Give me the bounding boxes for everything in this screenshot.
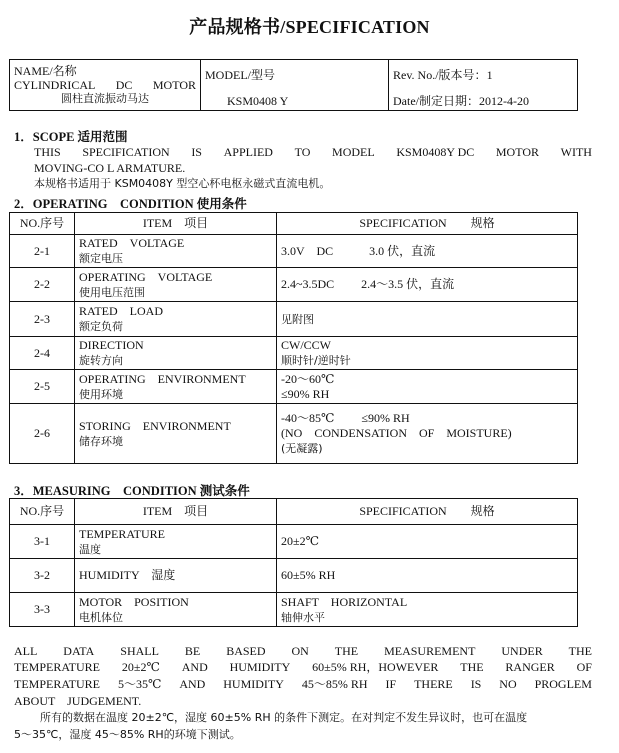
footer-cn-line2: 5～35℃，湿度 45～85% RH的环境下测试。	[14, 728, 241, 741]
col-header-spec: SPECIFICATION 规格	[277, 499, 578, 525]
name-value-en: CYLINDRICAL DC MOTOR	[14, 78, 196, 92]
footer-line3: TEMPERATURE 5～35℃ AND HUMIDITY 45～85% RH IF THERE IS NO PROGLEM	[14, 677, 592, 691]
rev-line: Rev. No./版本号：1	[393, 68, 493, 82]
operating-condition-table	[9, 212, 578, 464]
table-row: 2-3 RATED LOAD 额定负荷 见附图	[10, 302, 578, 337]
table-header-row	[10, 499, 578, 525]
col-header-item: ITEM 项目	[75, 499, 277, 525]
table-header-row	[10, 213, 578, 235]
rev-date-cell	[389, 60, 578, 111]
col-header-item: ITEM 项目	[75, 213, 277, 235]
table-row: 2-5 OPERATING ENVIRONMENT 使用环境 -20～60℃ ≤90% RH	[10, 370, 578, 404]
section1-line2: MOVING-CO L ARMATURE.	[34, 161, 186, 175]
col-header-no: NO.序号	[10, 213, 75, 235]
footer-line1: ALL DATA SHALL BE BASED ON THE MEASUREMENT UNDER THE	[14, 644, 592, 658]
footer-line4: ABOUT JUDGEMENT.	[14, 694, 142, 708]
section2-heading: 2．OPERATING CONDITION 使用条件	[14, 197, 247, 211]
table-row: 2-1 RATED VOLTAGE 额定电压 3.0V DC 3.0 伏，直流	[10, 235, 578, 268]
col-header-spec: SPECIFICATION 规格	[277, 213, 578, 235]
measuring-condition-table	[9, 498, 578, 627]
section1-heading: 1．SCOPE 适用范围	[14, 130, 128, 144]
model-cell	[201, 60, 389, 111]
model-value: KSM0408 Y	[227, 94, 289, 108]
page-title: 产品规格书/SPECIFICATION	[189, 17, 430, 37]
name-cell	[10, 60, 201, 111]
table-row: 3-2 HUMIDITY 湿度 60±5% RH	[10, 559, 578, 593]
section3-heading: 3．MEASURING CONDITION 测试条件	[14, 484, 250, 498]
footer-cn-line1: 所有的数据在温度 20±2℃，湿度 60±5% RH 的条件下测定。在对判定不发生异议时，也可在温度	[40, 711, 528, 724]
name-value-cn: 圆柱直流振动马达	[61, 92, 149, 105]
table-row: 3-1 TEMPERATURE 温度 20±2℃	[10, 525, 578, 559]
header-info-table	[9, 59, 578, 111]
section1-line1: THIS SPECIFICATION IS APPLIED TO MODEL KSM0408Y DC MOTOR WITH	[34, 145, 592, 159]
date-line: Date/制定日期：2012-4-20	[393, 94, 529, 108]
footer-line2: TEMPERATURE 20±2℃ AND HUMIDITY 60±5% RH，HOWEVER THE RANGER OF	[14, 660, 592, 674]
table-row: 2-4 DIRECTION 旋转方向 CW/CCW 顺时针/逆时针	[10, 337, 578, 370]
table-row: 3-3 MOTOR POSITION 电机体位 SHAFT HORIZONTAL 轴伸水平	[10, 593, 578, 627]
table-row: 2-2 OPERATING VOLTAGE 使用电压范围 2.4~3.5DC 2.4～3.5 伏，直流	[10, 268, 578, 302]
col-header-no: NO.序号	[10, 499, 75, 525]
name-label: NAME/名称	[14, 64, 77, 78]
table-row: 2-6 STORING ENVIRONMENT 储存环境 -40～85℃ ≤90% RH (NO CONDENSATION OF MOISTURE) (无凝露)	[10, 404, 578, 464]
section1-line3: 本规格书适用于 KSM0408Y 型空心杯电枢永磁式直流电机。	[34, 177, 331, 190]
model-label: MODEL/型号	[205, 68, 275, 82]
